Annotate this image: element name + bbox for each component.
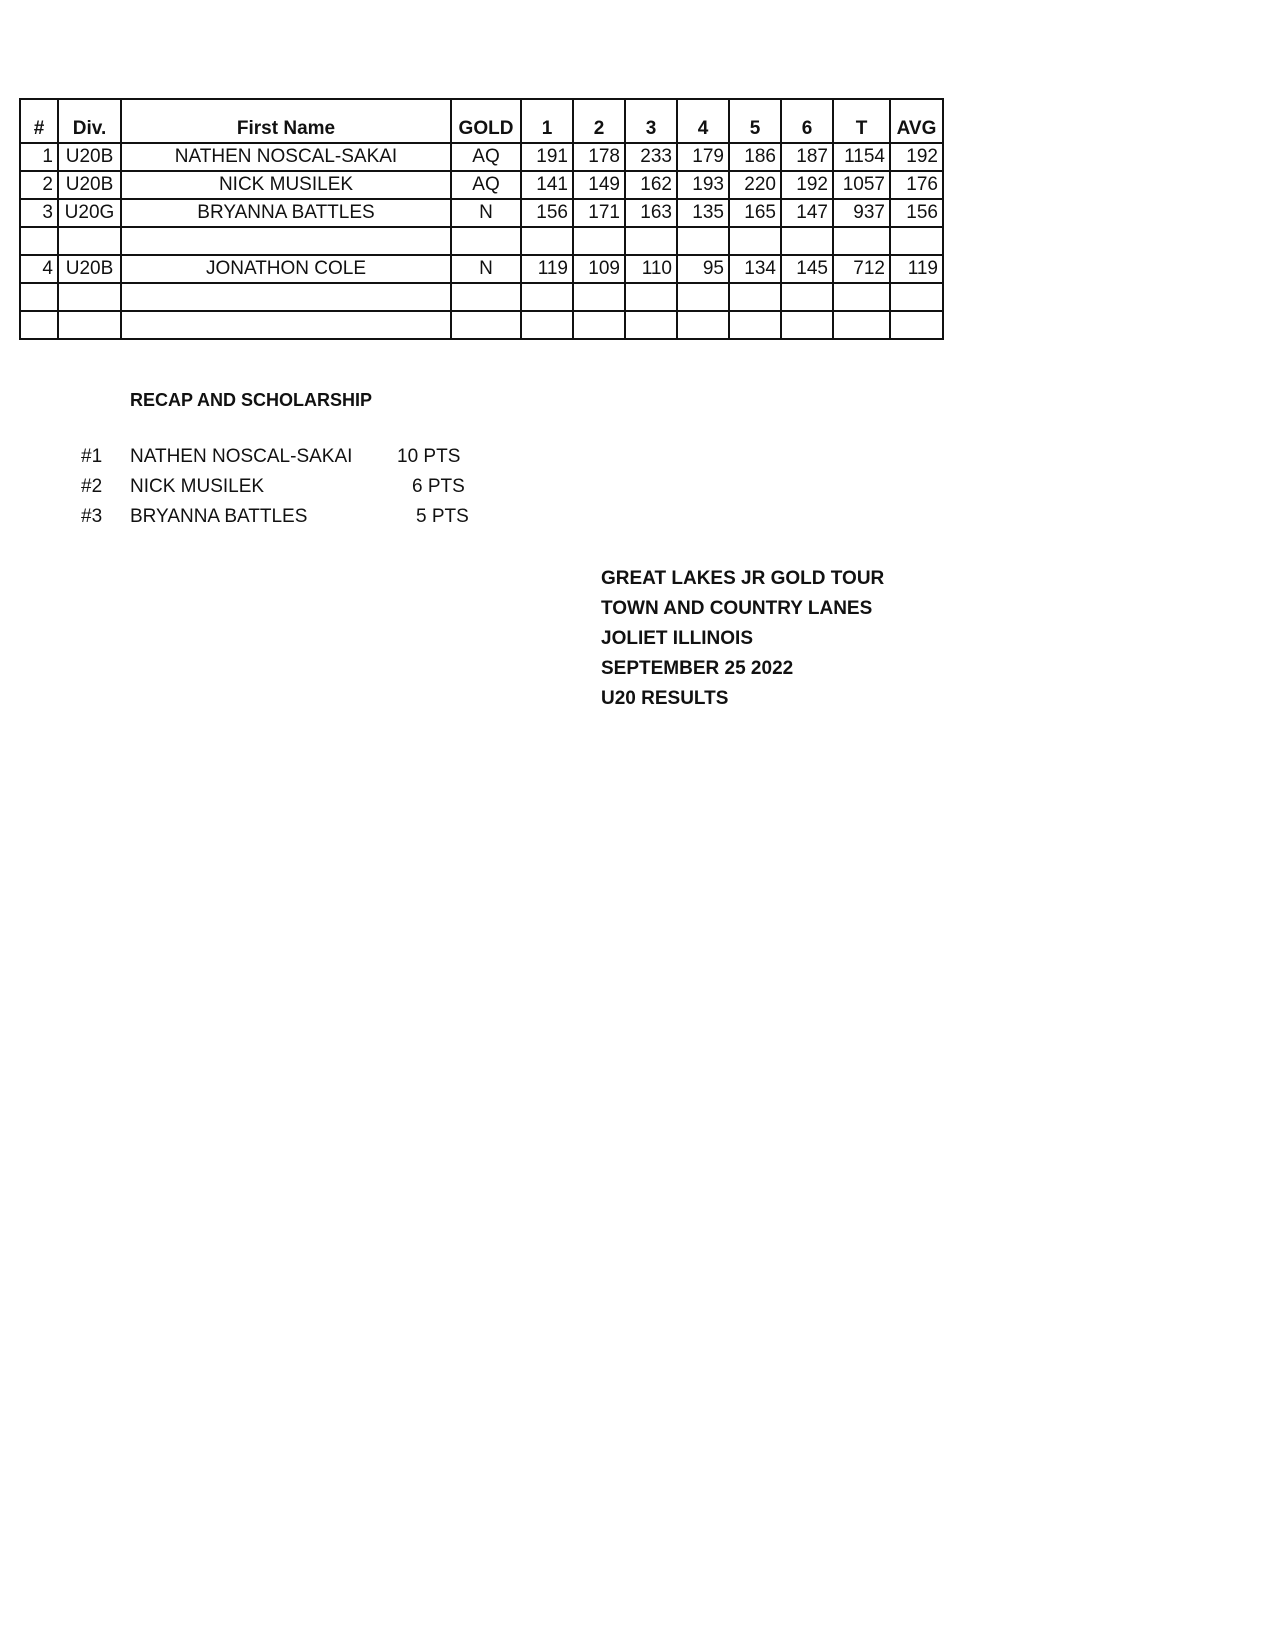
cell-gold: AQ (451, 143, 521, 171)
table-row (20, 143, 943, 171)
cell-average: 119 (890, 255, 943, 283)
cell-game-6 (781, 311, 833, 339)
table-header-row (20, 99, 943, 143)
cell-rank (20, 283, 58, 311)
cell-game-2 (573, 227, 625, 255)
header-game-4: 4 (677, 99, 729, 143)
cell-total (833, 283, 890, 311)
cell-game-2: 178 (573, 143, 625, 171)
cell-game-5 (729, 227, 781, 255)
cell-gold: AQ (451, 171, 521, 199)
header-first-name: First Name (121, 99, 451, 143)
cell-game-5: 134 (729, 255, 781, 283)
cell-game-3: 110 (625, 255, 677, 283)
recap-points: 10 PTS (397, 446, 461, 467)
cell-game-4 (677, 227, 729, 255)
cell-game-2 (573, 283, 625, 311)
cell-game-3 (625, 283, 677, 311)
cell-first-name: JONATHON COLE (121, 255, 451, 283)
event-venue: TOWN AND COUNTRY LANES (601, 598, 873, 619)
cell-game-4 (677, 283, 729, 311)
header-game-5: 5 (729, 99, 781, 143)
cell-division: U20B (58, 255, 121, 283)
cell-average: 176 (890, 171, 943, 199)
cell-game-5 (729, 311, 781, 339)
table-row (20, 171, 943, 199)
cell-first-name: BRYANNA BATTLES (121, 199, 451, 227)
event-info (601, 564, 884, 714)
cell-game-5 (729, 283, 781, 311)
cell-first-name (121, 311, 451, 339)
cell-gold: N (451, 199, 521, 227)
cell-gold (451, 227, 521, 255)
cell-game-5: 165 (729, 199, 781, 227)
cell-game-6: 145 (781, 255, 833, 283)
cell-game-1: 141 (521, 171, 573, 199)
cell-division: U20B (58, 171, 121, 199)
cell-game-3: 233 (625, 143, 677, 171)
cell-game-1: 119 (521, 255, 573, 283)
cell-game-6 (781, 227, 833, 255)
cell-average (890, 227, 943, 255)
table-row (20, 227, 943, 255)
recap-points: 5 PTS (416, 506, 469, 527)
cell-total: 1154 (833, 143, 890, 171)
table-row (20, 199, 943, 227)
cell-total (833, 227, 890, 255)
header-average: AVG (890, 99, 943, 143)
table-row (20, 283, 943, 311)
cell-division (58, 227, 121, 255)
header-rank: # (20, 99, 58, 143)
cell-average (890, 283, 943, 311)
recap-name: NATHEN NOSCAL-SAKAI (130, 446, 353, 467)
cell-game-1 (521, 283, 573, 311)
cell-game-2: 109 (573, 255, 625, 283)
cell-division (58, 283, 121, 311)
cell-total (833, 311, 890, 339)
header-total: T (833, 99, 890, 143)
cell-game-1 (521, 311, 573, 339)
cell-game-3 (625, 227, 677, 255)
cell-game-6: 147 (781, 199, 833, 227)
table-body (20, 143, 943, 339)
table-row (20, 311, 943, 339)
cell-first-name (121, 227, 451, 255)
recap-name: BRYANNA BATTLES (130, 506, 308, 527)
cell-rank: 1 (20, 143, 58, 171)
cell-gold: N (451, 255, 521, 283)
cell-rank (20, 227, 58, 255)
cell-game-2: 171 (573, 199, 625, 227)
header-division: Div. (58, 99, 121, 143)
cell-game-4: 193 (677, 171, 729, 199)
cell-total: 937 (833, 199, 890, 227)
cell-game-6 (781, 283, 833, 311)
cell-rank: 2 (20, 171, 58, 199)
recap-name: NICK MUSILEK (130, 476, 265, 497)
cell-game-3: 162 (625, 171, 677, 199)
cell-game-2: 149 (573, 171, 625, 199)
cell-total: 1057 (833, 171, 890, 199)
cell-game-5: 220 (729, 171, 781, 199)
cell-game-1 (521, 227, 573, 255)
cell-game-3: 163 (625, 199, 677, 227)
cell-game-3 (625, 311, 677, 339)
cell-first-name: NICK MUSILEK (121, 171, 451, 199)
cell-division: U20B (58, 143, 121, 171)
cell-rank: 4 (20, 255, 58, 283)
cell-division (58, 311, 121, 339)
results-table (19, 98, 944, 340)
cell-gold (451, 283, 521, 311)
cell-game-6: 187 (781, 143, 833, 171)
cell-first-name (121, 283, 451, 311)
cell-game-5: 186 (729, 143, 781, 171)
recap-rank: #2 (81, 476, 103, 497)
event-location: JOLIET ILLINOIS (601, 628, 754, 649)
cell-game-2 (573, 311, 625, 339)
cell-average: 156 (890, 199, 943, 227)
header-game-2: 2 (573, 99, 625, 143)
cell-game-4 (677, 311, 729, 339)
cell-game-1: 191 (521, 143, 573, 171)
table-row (20, 255, 943, 283)
cell-game-4: 179 (677, 143, 729, 171)
cell-division: U20G (58, 199, 121, 227)
cell-rank: 3 (20, 199, 58, 227)
cell-game-6: 192 (781, 171, 833, 199)
header-gold: GOLD (451, 99, 521, 143)
header-game-3: 3 (625, 99, 677, 143)
cell-rank (20, 311, 58, 339)
cell-game-4: 135 (677, 199, 729, 227)
cell-first-name: NATHEN NOSCAL-SAKAI (121, 143, 451, 171)
recap-title: RECAP AND SCHOLARSHIP (130, 390, 373, 410)
cell-average (890, 311, 943, 339)
cell-average: 192 (890, 143, 943, 171)
cell-game-4: 95 (677, 255, 729, 283)
recap-points: 6 PTS (412, 476, 465, 497)
cell-gold (451, 311, 521, 339)
cell-game-1: 156 (521, 199, 573, 227)
recap-rank: #1 (81, 446, 103, 467)
event-tour-name: GREAT LAKES JR GOLD TOUR (601, 568, 885, 589)
event-results-label: U20 RESULTS (601, 688, 729, 709)
header-game-6: 6 (781, 99, 833, 143)
cell-total: 712 (833, 255, 890, 283)
header-game-1: 1 (521, 99, 573, 143)
event-date: SEPTEMBER 25 2022 (601, 658, 794, 679)
recap-rank: #3 (81, 506, 103, 527)
